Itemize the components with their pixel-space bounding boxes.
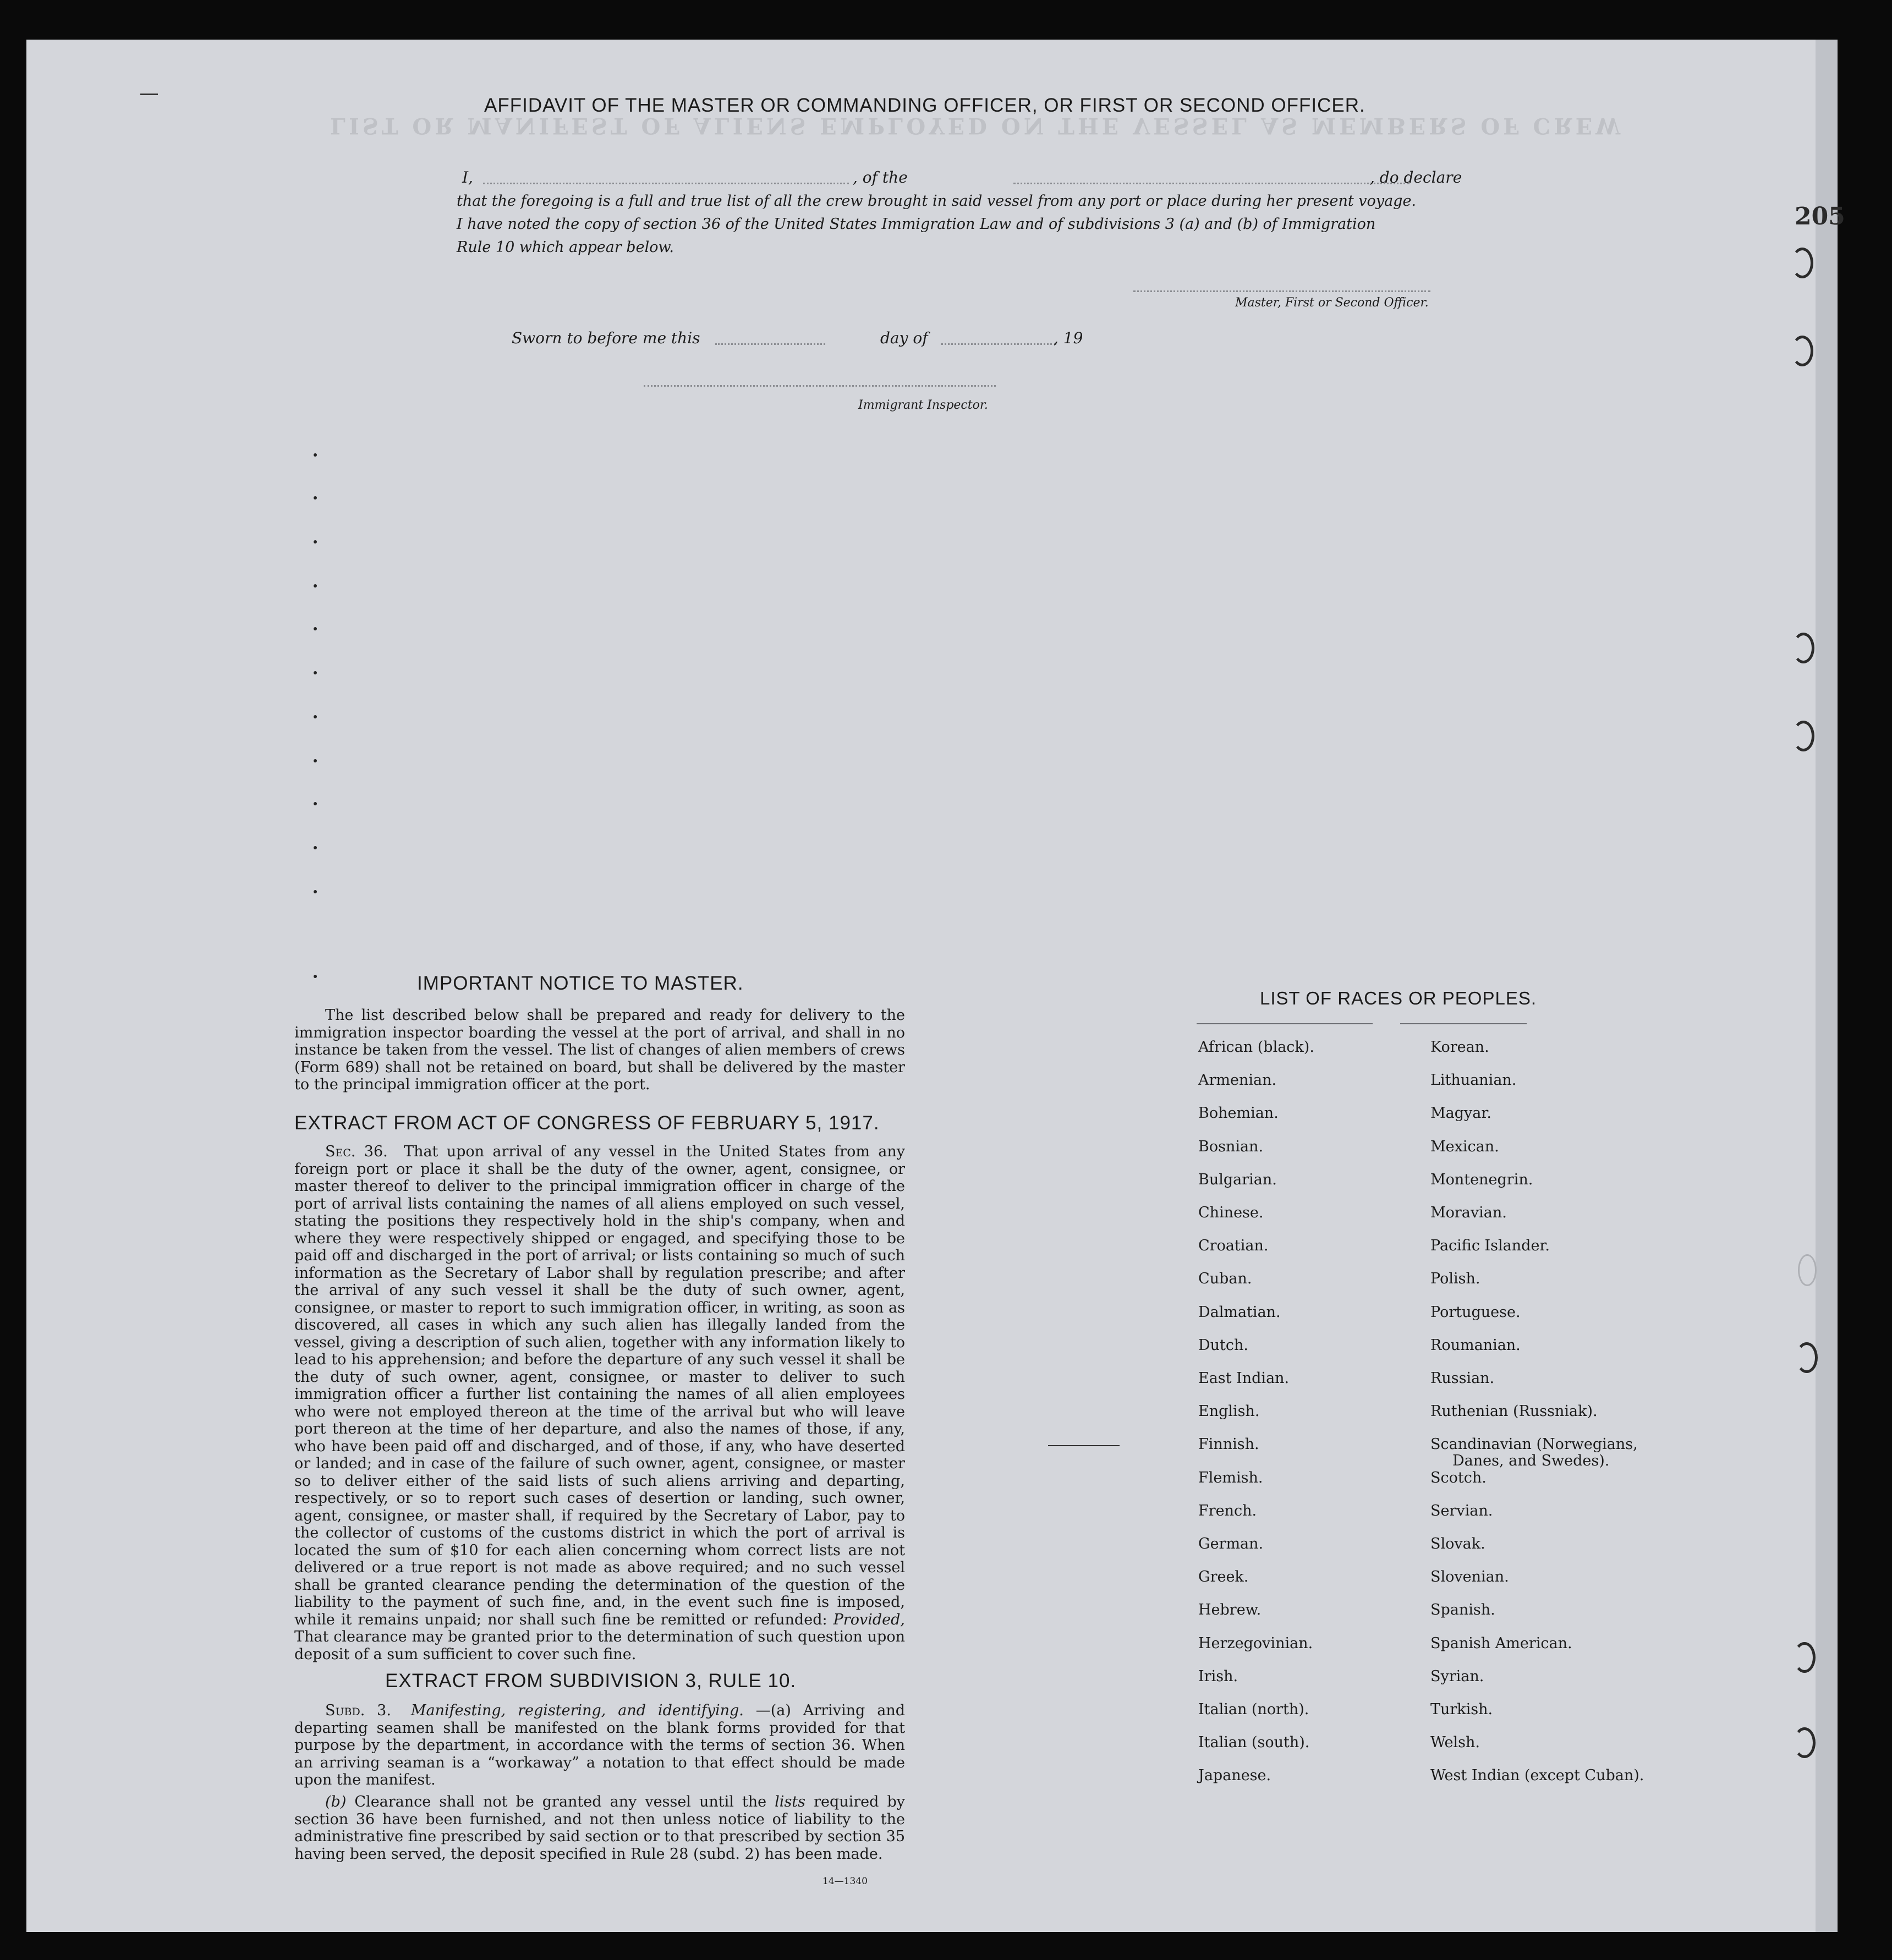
race-item: East Indian. [1198, 1370, 1290, 1387]
notice-title: IMPORTANT NOTICE TO MASTER. [417, 973, 744, 994]
row-marker [314, 802, 317, 805]
act-section-text-end: That clearance may be granted prior to the determination of such question upon deposit of a sum sufficient to cover such fine. [294, 1628, 905, 1663]
sworn-date-field[interactable] [715, 343, 825, 345]
race-item: Bosnian. [1198, 1138, 1264, 1155]
race-item: Hebrew. [1198, 1601, 1262, 1619]
race-item: Welsh. [1430, 1734, 1480, 1752]
races-divider-left [1197, 1023, 1373, 1024]
inspector-caption: Immigrant Inspector. [858, 398, 988, 412]
race-item: Armenian. [1198, 1072, 1277, 1089]
race-item: Mexican. [1430, 1138, 1499, 1155]
inspector-signature-field[interactable] [644, 385, 996, 387]
binder-hole [1796, 1342, 1818, 1373]
binder-hole [1798, 1254, 1817, 1286]
row-marker [314, 715, 317, 718]
race-item: Dutch. [1198, 1336, 1248, 1354]
race-item: Scandinavian (Norwegians, [1430, 1436, 1638, 1453]
race-item: Lithuanian. [1430, 1072, 1517, 1089]
row-marker [314, 584, 317, 588]
race-item: Irish. [1198, 1667, 1238, 1685]
race-item: Polish. [1430, 1270, 1480, 1288]
row-marker [314, 540, 317, 543]
race-item: Finnish. [1198, 1436, 1259, 1453]
row-marker [314, 671, 317, 674]
race-item: African (black). [1198, 1039, 1314, 1056]
race-item: Croatian. [1198, 1237, 1269, 1255]
race-item: Servian. [1430, 1502, 1493, 1519]
rule-b-text-1: Clearance shall not be granted any vessel until the [354, 1793, 767, 1810]
race-item: Bohemian. [1198, 1105, 1279, 1122]
binder-hole [1791, 248, 1813, 278]
race-item: West Indian (except Cuban). [1430, 1767, 1644, 1785]
race-item: Scotch. [1430, 1469, 1487, 1486]
rule-heading: Manifesting, registering, and identifying. [410, 1702, 744, 1719]
race-item: Italian (south). [1198, 1734, 1310, 1752]
race-item: Syrian. [1430, 1667, 1484, 1685]
vessel-field[interactable] [1013, 183, 1410, 184]
form-code: 14—1340 [822, 1876, 868, 1887]
binder-hole [1792, 633, 1814, 663]
affidavit-line-2: that the foregoing is a full and true list of all the crew brought in said vessel from any port or place during her present voyage. [457, 193, 1417, 210]
race-item: Korean. [1430, 1039, 1489, 1056]
affidavit-declaration-line [457, 168, 1469, 190]
race-item: Herzegovinian. [1198, 1634, 1313, 1652]
margin-tick [140, 94, 158, 95]
race-item: Italian (north). [1198, 1701, 1309, 1718]
rule-extract-body-b [294, 1793, 905, 1863]
act-extract-title: EXTRACT FROM ACT OF CONGRESS OF FEBRUARY 5, 1917. [294, 1112, 880, 1134]
declaration-end: , do declare [1370, 168, 1462, 186]
row-marker [314, 496, 317, 499]
race-item: Danes, and Swedes). [1452, 1452, 1610, 1470]
row-marker [314, 846, 317, 849]
row-marker [314, 975, 317, 978]
binder-hole [1792, 721, 1814, 751]
rule-subd-label: Subd. 3. [325, 1702, 391, 1719]
race-item: German. [1198, 1535, 1264, 1552]
race-item: Cuban. [1198, 1270, 1252, 1288]
race-item: Spanish American. [1430, 1634, 1572, 1652]
race-item: Ruthenian (Russniak). [1430, 1403, 1598, 1420]
row-marker [314, 759, 317, 762]
race-item: Spanish. [1430, 1601, 1495, 1619]
sworn-text: Sworn to before me this [512, 329, 700, 347]
race-item: French. [1198, 1502, 1257, 1519]
race-item: English. [1198, 1403, 1260, 1420]
race-item: Slovak. [1430, 1535, 1485, 1552]
rule-extract-body-a [294, 1702, 905, 1789]
rule-b-lists: lists [775, 1793, 806, 1810]
declaration-of-the: , of the [853, 168, 908, 186]
act-extract-body [294, 1143, 905, 1663]
race-item: Turkish. [1430, 1701, 1493, 1718]
act-section-label: Sec. 36. [325, 1143, 388, 1160]
races-title: LIST OF RACES OR PEOPLES. [1260, 988, 1537, 1008]
bleed-through-title: LIST OR MANIFEST OF ALIENS EMPLOYED ON THE VESSEL AS MEMBERS OF CREW [330, 113, 1624, 139]
act-provided: Provided, [833, 1611, 905, 1628]
race-item: Slovenian. [1430, 1568, 1509, 1586]
sworn-month-field[interactable] [941, 343, 1056, 345]
race-item: Montenegrin. [1430, 1171, 1533, 1188]
race-item: Moravian. [1430, 1204, 1507, 1221]
binder-hole [1791, 336, 1813, 366]
act-section-text: That upon arrival of any vessel in the United States from any foreign port or place it shall be the duty of the owner, agent, consignee, or master thereof to deliver to the principal immigration officer in charge of the port of arrival lists containing the names of all aliens employed on such vessel, stating the positions they respectively hold in the ship's company, when and where they were respectively shipped or engaged, and specifying those to be paid off and discharged in the port of arrival; or lists containing so much of such information as the Secretary of Labor shall by regulation prescribe; and after the arrival of any such vessel it shall be the duty of such owner, agent, consignee, or master to report to such immigration officer, in writing, as soon as discovered, all cases in which any such alien has illegally landed from the vessel, giving a description of such alien, together with any information likely to lead to his apprehension; and before the departure of any such vessel it shall be the duty of such owner, agent, consignee, or master to deliver to such immigration officer a further list containing the names of all alien employees who were not employed thereon at the time of the arrival but who will leave port thereon at the time of her departure, and also the names of those, if any, who have been paid off and discharged, and of those, if any, who have deserted or landed; and in case of the failure of such owner, agent, consignee, or master so to deliver either of the said lists of such aliens arriving and departing, respectively, or so to report such cases of desertion or landing, such owner, agent, consignee, or master shall, if required by the Secretary of Labor, pay to the collector of customs of the customs district in which the port of arrival is located the sum of $10 for each alien concerning whom correct lists are not delivered or a true report is not made as above required; and no such vessel shall be granted clearance pending the determination of the question of the liability to the payment of such fine, and, in the event such fine is imposed, while it remains unpaid; nor shall such fine be remitted or refunded: [294, 1143, 905, 1628]
sworn-line [512, 329, 1144, 351]
binder-hole [1794, 1642, 1816, 1673]
rule-b-text-2: required by section 36 have been furnished, and not then unless notice of liability to the administrative fine prescribed by said section or to that prescribed by section 35 having been served, the deposit specified in Rule 28 (subd. 2) has been made. [294, 1793, 905, 1863]
rule-b-label: (b) [325, 1793, 347, 1810]
rule-extract-title: EXTRACT FROM SUBDIVISION 3, RULE 10. [385, 1670, 797, 1692]
master-signature-field[interactable] [1133, 290, 1430, 292]
margin-dash [1048, 1445, 1120, 1446]
sheet-edge [1816, 40, 1838, 1932]
sworn-day-of: day of [880, 329, 928, 347]
race-item: Portuguese. [1430, 1303, 1521, 1321]
declaration-i: I, [462, 168, 473, 186]
page-number: 205 [1795, 202, 1845, 230]
race-item: Japanese. [1198, 1767, 1271, 1785]
affidavit-title: AFFIDAVIT OF THE MASTER OR COMMANDING OFFICER, OR FIRST OR SECOND OFFICER. [484, 95, 1365, 116]
race-item: Magyar. [1430, 1105, 1491, 1122]
race-item: Russian. [1430, 1370, 1495, 1387]
races-divider-right [1400, 1023, 1527, 1024]
race-item: Pacific Islander. [1430, 1237, 1550, 1255]
race-item: Dalmatian. [1198, 1303, 1281, 1321]
row-marker [314, 627, 317, 630]
race-item: Bulgarian. [1198, 1171, 1277, 1188]
affidavit-line-4: Rule 10 which appear below. [457, 239, 674, 256]
notice-body: The list described below shall be prepared and ready for delivery to the immigration inspector boarding the vessel at the port of arrival, and shall in no instance be taken from the vessel. The list of changes of alien members of crews (Form 689) shall not be retained on board, but shall be delivered by the master to the principal immigration officer at the port. [294, 1007, 905, 1093]
affidavit-line-3: I have noted the copy of section 36 of the United States Immigration Law and of subdivisions 3 (a) and (b) of Immigration [457, 216, 1376, 233]
master-signature-caption: Master, First or Second Officer. [1235, 296, 1429, 310]
race-item: Flemish. [1198, 1469, 1263, 1486]
race-item: Roumanian. [1430, 1336, 1521, 1354]
binder-hole [1794, 1727, 1816, 1758]
rule-a-text: —(a) Arriving and departing seamen shall be manifested on the blank forms provided for that purpose by the department, in accordance with the terms of section 36. When an arriving seaman is a “workaway” a notation to that effect should be made upon the manifest. [294, 1702, 905, 1788]
row-marker [314, 453, 317, 457]
race-item: Greek. [1198, 1568, 1249, 1586]
sworn-year: , 19 [1054, 329, 1083, 347]
row-marker [314, 890, 317, 893]
race-item: Chinese. [1198, 1204, 1264, 1221]
name-field[interactable] [483, 183, 849, 184]
